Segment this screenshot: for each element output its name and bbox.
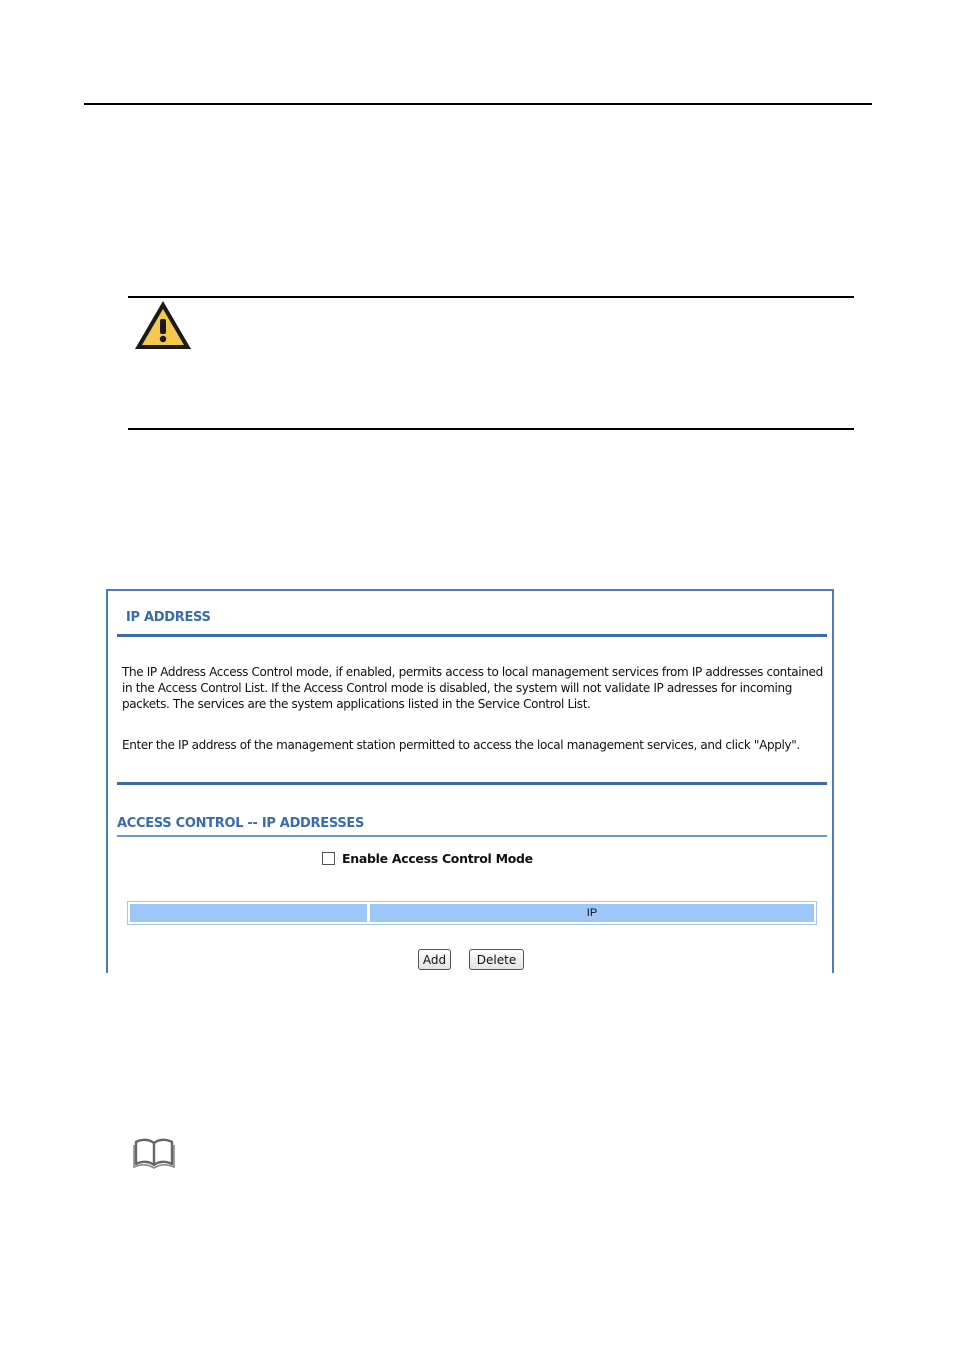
- page-header-rule: [84, 103, 872, 105]
- section-title: ACCESS CONTROL -- IP ADDRESSES: [117, 816, 365, 831]
- section-divider: [117, 782, 827, 785]
- section-title-underline: [117, 835, 827, 837]
- enable-access-control-checkbox[interactable]: [322, 852, 335, 865]
- title-divider: [117, 634, 827, 637]
- delete-button[interactable]: Delete: [469, 949, 524, 970]
- warning-bottom-rule: [128, 428, 854, 430]
- description-text: The IP Address Access Control mode, if enabled, permits access to local management services from IP addresses contained in the Access Control List. If the Access Control mode is disabled, the system will not validate IP adresses for incoming packets. The services are the system applications listed in the Service Control List.: [122, 665, 823, 711]
- add-button[interactable]: Add: [418, 949, 451, 970]
- ip-address-panel: [106, 589, 834, 973]
- enable-access-control-row[interactable]: [322, 851, 533, 866]
- instruction-text: Enter the IP address of the management station permitted to access the local management services, and click "Apply".: [122, 738, 800, 752]
- panel-title: IP ADDRESS: [126, 610, 211, 625]
- ip-address-table: [127, 901, 817, 925]
- table-header-select: [130, 904, 367, 922]
- book-icon: [132, 1136, 176, 1170]
- warning-top-rule: [128, 296, 854, 298]
- enable-access-control-label: Enable Access Control Mode: [342, 851, 533, 866]
- warning-icon: [132, 298, 194, 352]
- table-header-ip: IP: [370, 904, 814, 922]
